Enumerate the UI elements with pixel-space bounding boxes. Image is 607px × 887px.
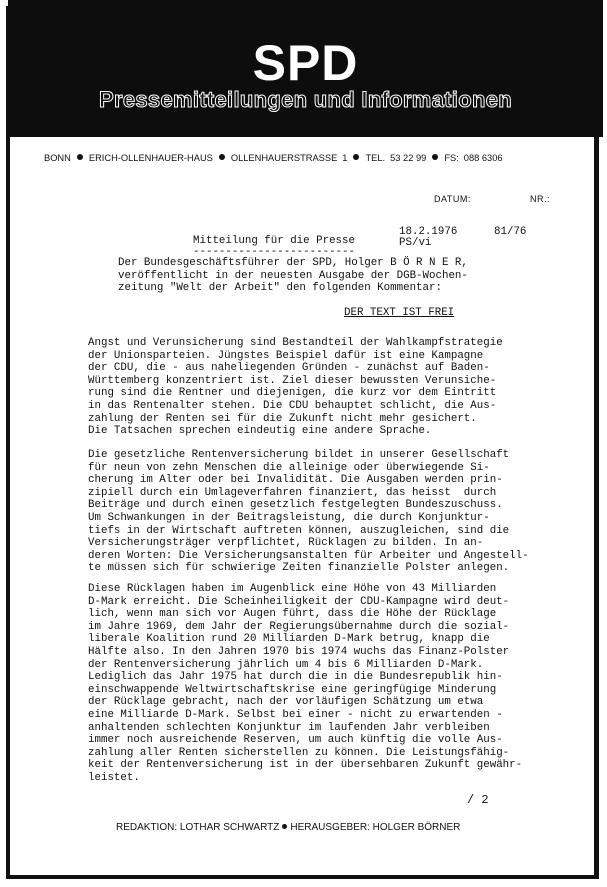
body-paragraph: Die gesetzliche Rentenversicherung bildet in unserer Gesellschaft für neun von zehn Menschen die alleinige oder überwiegende Si- cherung im Alter oder bei Invalidität. Die Ausgaben werden prin- zipiell durch ein Umlageverfahren finanziert, das heisst durch Beiträge und durch einen gesetzlich festgelegten Bundeszuschuss. Um Schwankungen in der Beitragsleistung, die durch Konjunktur- tiefs in der Wirtschaft auftreten können, auszugleichen, sind die Versicherungsträger verpflichtet, Rücklagen zu bilden. In an- deren Worten: Die Versicherungsanstalten für Arbeiter und Angestell- te müssen sich für schwierige Zeiten finanzielle Polster anlegen.: [88, 449, 529, 575]
heading-underline: -------------------------: [193, 246, 355, 258]
fs-number: 088 6306: [463, 153, 503, 163]
letterhead-banner: [8, 0, 603, 137]
document-date: 18.2.1976: [399, 226, 458, 238]
fs-label: FS:: [444, 153, 459, 163]
bullet-icon: [282, 824, 287, 829]
bullet-icon: [432, 154, 438, 160]
address-street: OLLENHAUERSTRASSE: [230, 153, 338, 163]
bullet-icon: [219, 154, 225, 160]
nr-label: NR.:: [530, 194, 550, 204]
datum-label: DATUM:: [434, 194, 471, 204]
address-building: ERICH-OLLENHAUER-HAUS: [88, 153, 213, 163]
press-release-heading: Mitteilung für die Presse: [193, 235, 355, 247]
document-reference: PS/vi: [399, 237, 432, 249]
spd-logo: SPD: [252, 35, 359, 91]
bullet-icon: [77, 154, 83, 160]
address-city: BONN: [44, 153, 71, 163]
tel-label: TEL.: [365, 153, 386, 163]
body-paragraph: Diese Rücklagen haben im Augenblick eine Höhe von 43 Milliarden D-Mark erreicht. Die Scheinheiligkeit der CDU-Kampagne wird deut- lich, wenn man sich vor Augen führt, dass die Höhe der Rücklage im Jahre 1969, dem Jahr der Regierungsübernahme durch die sozial- liberale Koalition rund 20 Milliarden D-Mark betrug, knapp die Hälfte also. In den Jahren 1970 bis 1974 wuchs das Finanz-Polster der Rentenversicherung jährlich um 4 bis 6 Milliarden D-Mark. Lediglich das Jahr 1975 hat durch die in die Bundesrepublik hin- einschwappende Weltwirtschaftskrise eine geringfügige Minderung der Rücklage gebracht, nach der vorläufigen Schätzung um etwa eine Milliarde D-Mark. Selbst bei einer - nicht zu erwartenden - anhaltenden schlechten Konjunktur im laufenden Jahr verbleiben immer noch ausreichende Reserven, um auch künftig die volle Aus- zahlung aller Renten sicherstellen zu können. Die Leistungsfähig- keit der Rentenversicherung ist in der übersehbaren Zukunft gewähr- leistet.: [88, 583, 523, 784]
intro-paragraph: Der Bundesgeschäftsführer der SPD, Holger B Ö R N E R, veröffentlicht in der neuesten Ausgabe der DGB-Wochen- zeitung "Welt der Arbeit" den folgenden Kommentar:: [118, 257, 468, 295]
text-free-notice: DER TEXT IST FREI: [344, 307, 455, 319]
address-line: [44, 152, 574, 164]
body-paragraph: Angst und Verunsicherung sind Bestandteil der Wahlkampfstrategie der Unionsparteien. Jüngstes Beispiel dafür ist eine Kampagne der CDU, die - aus naheliegenden Gründen - zunächst auf Baden- Württemberg konzentriert ist. Ziel dieser bewussten Verunsiche- rung sind die Rentner und diejenigen, die kurz vor dem Eintritt in das Rentenalter stehen. Die CDU behauptet schlicht, die Aus- zahlung der Renten sei für die Zukunft nicht mehr gesichert. Die Tatsachen sprechen eindeutig eine andere Sprache.: [88, 337, 503, 438]
footer-redaktion: REDAKTION: LOTHAR SCHWARTZ: [116, 822, 280, 833]
footer-herausgeber: HERAUSGEBER: HOLGER BÖRNER: [290, 822, 461, 833]
footer-credits: [116, 822, 460, 833]
letterhead-subtitle: Pressemitteilungen und Informationen: [99, 87, 512, 112]
address-street-no: 1: [342, 153, 348, 163]
page-continuation-marker: / 2: [467, 793, 489, 807]
bullet-icon: [353, 154, 359, 160]
document-number: 81/76: [494, 226, 527, 238]
tel-number: 53 22 99: [390, 153, 427, 163]
